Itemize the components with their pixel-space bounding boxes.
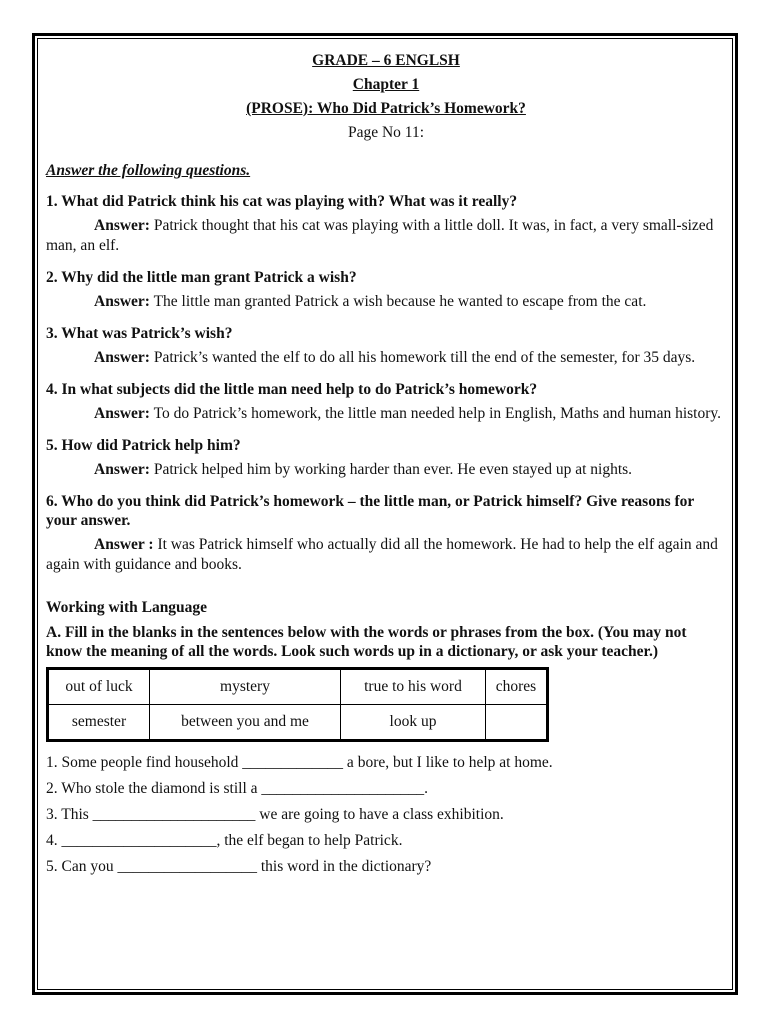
word-cell: out of luck bbox=[49, 670, 150, 705]
table-row bbox=[49, 670, 547, 705]
answer-label: Answer: bbox=[94, 217, 150, 234]
word-cell: look up bbox=[341, 705, 486, 740]
answer-label: Answer: bbox=[94, 349, 150, 366]
table-row bbox=[49, 705, 547, 740]
fill-instruction: A. Fill in the blanks in the sentences below with the words or phrases from the box. (You may not know the meaning of all the words. Look such words up in a dictionary, or ask your teacher.) bbox=[46, 624, 687, 660]
language-heading: Working with Language bbox=[46, 599, 208, 616]
answer-label: Answer: bbox=[94, 405, 150, 422]
question-3: 3. What was Patrick’s wish? bbox=[46, 325, 233, 342]
answer-4 bbox=[46, 404, 726, 424]
answer-3 bbox=[46, 348, 726, 368]
answer-6 bbox=[46, 535, 726, 575]
answer-label: Answer: bbox=[94, 461, 150, 478]
answer-text: To do Patrick’s homework, the little man needed help in English, Maths and human history. bbox=[153, 405, 722, 422]
answer-text: Patrick thought that his cat was playing with a little doll. It was, in fact, a very small-sized man, an elf. bbox=[46, 217, 714, 254]
word-cell: mystery bbox=[150, 670, 341, 705]
word-cell: true to his word bbox=[341, 670, 486, 705]
word-table bbox=[48, 669, 547, 740]
question-5: 5. How did Patrick help him? bbox=[46, 437, 241, 454]
sentence-3: 3. This _____________________ we are going to have a class exhibition. bbox=[46, 806, 504, 823]
question-4: 4. In what subjects did the little man need help to do Patrick’s homework? bbox=[46, 381, 538, 398]
answer-1 bbox=[46, 216, 726, 256]
answer-text: It was Patrick himself who actually did all the homework. He had to help the elf again and again with guidance and books. bbox=[46, 536, 718, 573]
worksheet bbox=[46, 50, 726, 877]
sentence-2: 2. Who stole the diamond is still a _____________________. bbox=[46, 780, 429, 797]
grade-title: GRADE – 6 ENGLSH bbox=[312, 52, 460, 69]
answer-label: Answer: bbox=[94, 293, 150, 310]
word-cell: semester bbox=[49, 705, 150, 740]
page-number: Page No 11: bbox=[347, 124, 425, 141]
word-cell: between you and me bbox=[150, 705, 341, 740]
sentence-1: 1. Some people find household _____________ a bore, but I like to help at home. bbox=[46, 754, 553, 771]
word-cell: chores bbox=[486, 670, 547, 705]
answer-text: Patrick helped him by working harder than ever. He even stayed up at nights. bbox=[153, 461, 633, 478]
prose-title: (PROSE): Who Did Patrick’s Homework? bbox=[246, 100, 526, 117]
word-cell-empty bbox=[486, 705, 547, 740]
word-box bbox=[46, 667, 549, 742]
question-1: 1. What did Patrick think his cat was playing with? What was it really? bbox=[46, 193, 518, 210]
answer-text: The little man granted Patrick a wish because he wanted to escape from the cat. bbox=[153, 293, 647, 310]
answer-5 bbox=[46, 460, 726, 480]
question-6: 6. Who do you think did Patrick’s homework – the little man, or Patrick himself? Give reasons for your answer. bbox=[46, 493, 694, 529]
answer-2 bbox=[46, 292, 726, 312]
answer-text: Patrick’s wanted the elf to do all his homework till the end of the semester, for 35 days. bbox=[153, 349, 696, 366]
sentence-4: 4. ____________________, the elf began to help Patrick. bbox=[46, 832, 403, 849]
chapter-title: Chapter 1 bbox=[352, 76, 420, 93]
instruction: Answer the following questions. bbox=[46, 162, 251, 179]
sentence-5: 5. Can you __________________ this word in the dictionary? bbox=[46, 858, 432, 875]
question-2: 2. Why did the little man grant Patrick a wish? bbox=[46, 269, 357, 286]
answer-label: Answer : bbox=[94, 536, 154, 553]
